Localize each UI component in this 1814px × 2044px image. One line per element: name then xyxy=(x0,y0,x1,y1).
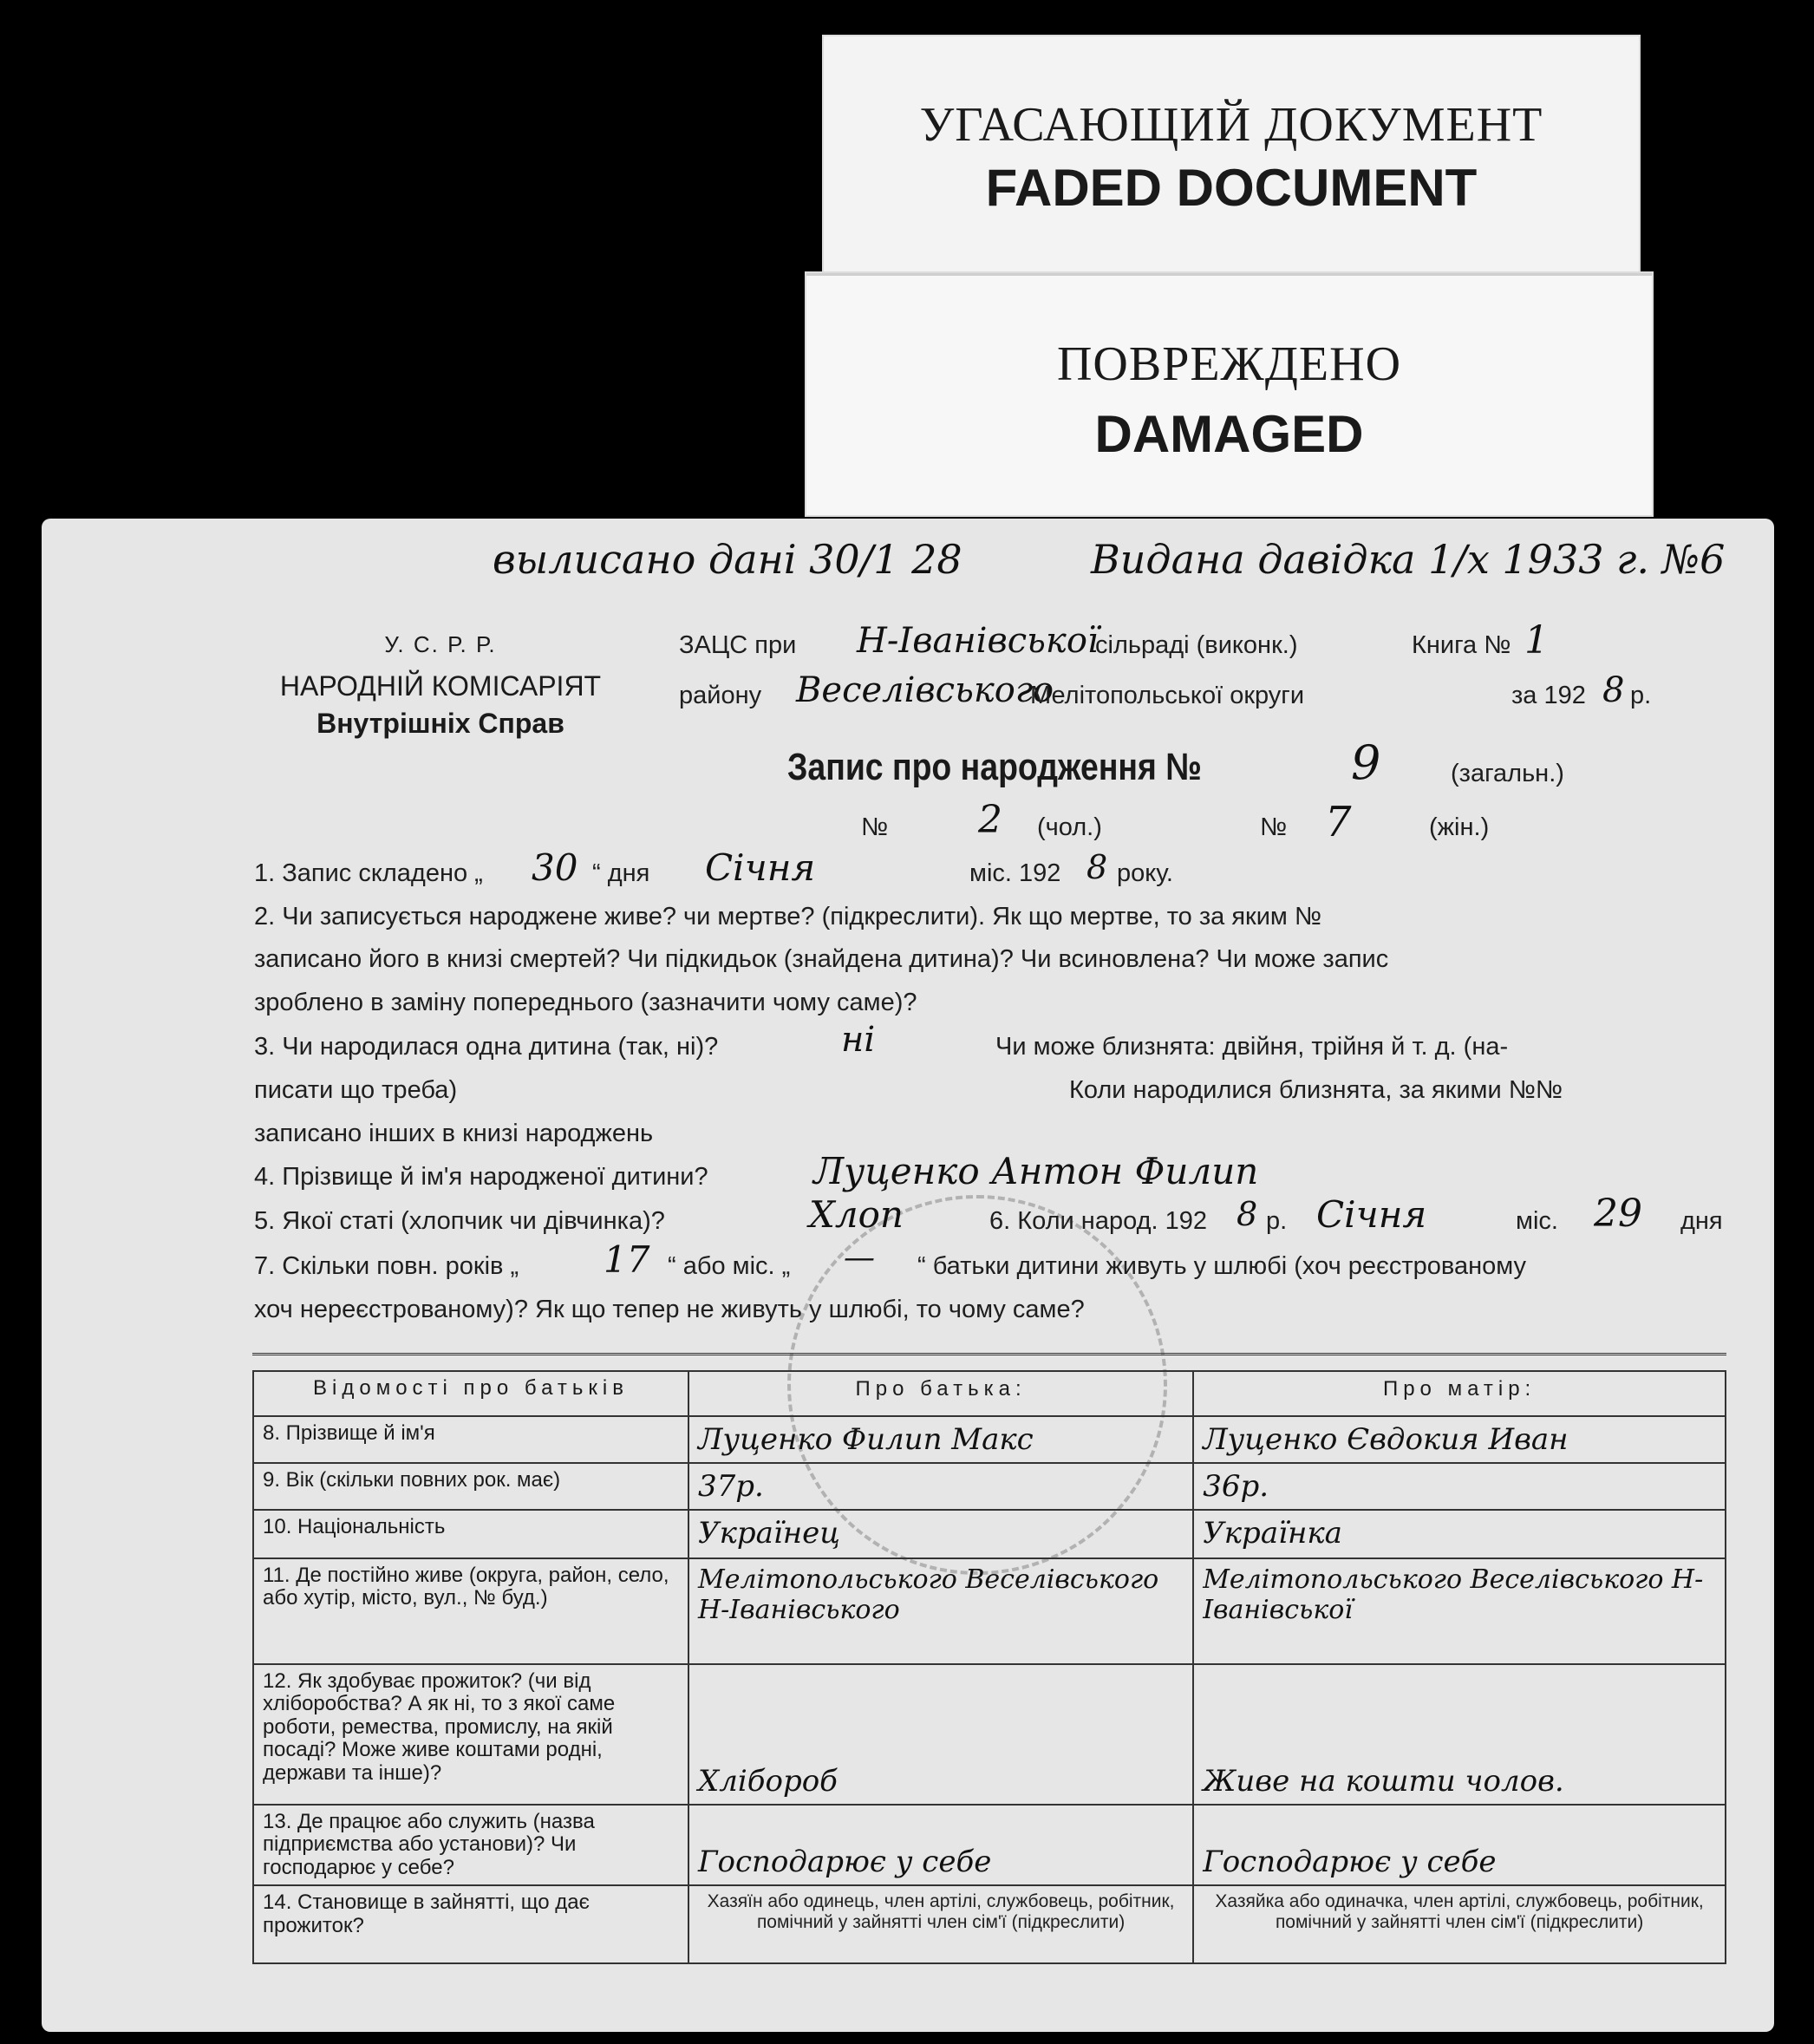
book-label: Книга № xyxy=(1412,631,1511,659)
father-cell: Господарює у себе xyxy=(688,1805,1193,1885)
father-cell: Луценко Филип Макс xyxy=(688,1416,1193,1463)
female-number: 7 xyxy=(1325,798,1352,846)
table-row xyxy=(253,1664,1726,1805)
faded-label-en: FADED DOCUMENT xyxy=(985,159,1478,217)
q3-line1b: Чи може близнята: двійня, трійня й т. д. (на- xyxy=(995,1033,1509,1061)
table-header-father: Про батька: xyxy=(688,1371,1193,1416)
district-prefix: району xyxy=(679,682,762,709)
table-row xyxy=(253,1416,1726,1463)
q6-year: 8 xyxy=(1237,1195,1258,1233)
table-row xyxy=(253,1558,1726,1664)
male-no-label: № xyxy=(861,813,889,841)
q6-day: 29 xyxy=(1594,1192,1642,1236)
table-header-info: Відомості про батьків xyxy=(253,1371,688,1416)
table-row xyxy=(253,1805,1726,1885)
district-suffix: Мелітопольської округи xyxy=(1030,682,1305,709)
q3-line1a: 3. Чи народилася одна дитина (так, ні)? xyxy=(254,1033,719,1061)
q7-months: — xyxy=(844,1240,875,1276)
damaged-label-en: DAMAGED xyxy=(1094,405,1364,463)
table-row xyxy=(253,1510,1726,1558)
mother-cell: 36р. xyxy=(1193,1463,1726,1510)
zags-value: Н-Іванівської xyxy=(857,621,1099,661)
q1-year: 8 xyxy=(1086,848,1108,886)
department-label: Внутрішніх Справ xyxy=(316,708,564,739)
female-label: (жін.) xyxy=(1429,813,1490,841)
table-row xyxy=(253,1885,1726,1963)
general-label: (загальн.) xyxy=(1451,760,1564,787)
issuing-authority xyxy=(237,631,644,740)
q3-line3: записано інших в книзі народжень xyxy=(254,1120,654,1147)
q3-line2a: писати що треба) xyxy=(254,1076,458,1104)
q6-month-suffix: міс. xyxy=(1516,1207,1558,1235)
faded-document-label xyxy=(824,36,1639,297)
q5-sex: Хлоп xyxy=(809,1193,904,1236)
q7-label: 7. Скільки повн. років „ xyxy=(254,1252,519,1280)
row-question: 11. Де постійно живе (округа, район, село, або хутір, місто, вул., № буд.) xyxy=(253,1558,688,1664)
row-question: 8. Прізвище й ім'я xyxy=(253,1416,688,1463)
father-cell: 37р. xyxy=(688,1463,1193,1510)
q4-child-name: Луценко Антон Филип xyxy=(813,1150,1259,1192)
year-prefix: за 192 xyxy=(1511,682,1586,709)
zags-prefix: ЗАЦС при xyxy=(679,631,797,659)
ussr-label: У. С. Р. Р. xyxy=(384,631,497,657)
faded-label-ru: УГАСАЮЩИЙ ДОКУМЕНТ xyxy=(919,98,1543,152)
row-question: 10. Національність xyxy=(253,1510,688,1558)
mother-cell: Живе на кошти чолов. xyxy=(1193,1664,1726,1805)
birth-record-sheet xyxy=(42,519,1774,2032)
q2-line3: зроблено в заміну попереднього (зазначити чому саме)? xyxy=(254,989,917,1016)
damaged-label-ru: ПОВРЕЖДЕНО xyxy=(1056,337,1402,391)
table-header-mother: Про матір: xyxy=(1193,1371,1726,1416)
book-value: 1 xyxy=(1524,618,1549,663)
top-right-annotation: Видана давідка 1/х 1933 г. №6 xyxy=(1091,536,1726,583)
mother-cell: Мелітопольського Веселівського Н-Іванівської xyxy=(1193,1558,1726,1664)
q6-label: 6. Коли народ. 192 xyxy=(989,1207,1207,1235)
q1-month: Січня xyxy=(705,846,816,889)
mother-cell: Українка xyxy=(1193,1510,1726,1558)
q3-answer: ні xyxy=(841,1020,876,1060)
father-cell: Мелітопольського Веселівського Н-Іванівського xyxy=(688,1558,1193,1664)
top-left-annotation: вылисано дані 30/1 28 xyxy=(493,536,962,583)
q6-month: Січня xyxy=(1316,1193,1427,1236)
female-no-label: № xyxy=(1260,813,1288,841)
parents-table xyxy=(252,1370,1726,1964)
q1-label: 1. Запис складено „ xyxy=(254,859,483,887)
mother-occupation-note: Хазяйка або одиначка, член артілі, службовець, робітник, помічний у зайнятті член сім'ї (підкреслити) xyxy=(1193,1885,1726,1963)
father-cell: Хлібороб xyxy=(688,1664,1193,1805)
male-label: (чол.) xyxy=(1037,813,1102,841)
q7-line2: хоч нереєстрованому)? Як що тепер не живуть у шлюбі, то чому саме? xyxy=(254,1296,1085,1323)
father-cell: Українец xyxy=(688,1510,1193,1558)
father-occupation-note: Хазяїн або одинець, член артілі, службовець, робітник, помічний у зайнятті член сім'ї (підкреслити) xyxy=(688,1885,1193,1963)
q7-years: 17 xyxy=(604,1238,650,1281)
q1-day-suffix: “ дня xyxy=(592,859,650,887)
zags-suffix: сільраді (виконк.) xyxy=(1095,631,1298,659)
damaged-document-label xyxy=(806,273,1652,515)
q1-year-suffix: року. xyxy=(1117,859,1173,887)
male-number: 2 xyxy=(978,798,1002,842)
table-header-row xyxy=(253,1371,1726,1416)
q7-months-label: “ або міс. „ xyxy=(668,1252,791,1280)
q3-line2b: Коли народилися близнята, за якими №№ xyxy=(1069,1076,1563,1104)
row-question: 9. Вік (скільки повних рок. має) xyxy=(253,1463,688,1510)
q2-line1: 2. Чи записується народжене живе? чи мертве? (підкреслити). Як що мертве, то за яким № xyxy=(254,903,1322,931)
record-number: 9 xyxy=(1351,735,1381,790)
year-value: 8 xyxy=(1602,670,1625,710)
q5-label: 5. Якої статі (хлопчик чи дівчинка)? xyxy=(254,1207,665,1235)
district-value: Веселівського xyxy=(796,670,1054,710)
row-question: 14. Становище в зайнятті, що дає прожиток? xyxy=(253,1885,688,1963)
q2-line2: записано його в книзі смертей? Чи підкидьок (знайдена дитина)? Чи всиновлена? Чи може запис xyxy=(254,945,1389,973)
table-row xyxy=(253,1463,1726,1510)
q7-line1-rest: “ батьки дитини живуть у шлюбі (хоч реєстрованому xyxy=(917,1252,1526,1280)
q1-day: 30 xyxy=(532,846,578,889)
row-question: 12. Як здобуває прожиток? (чи від хліборобства? А як ні, то з якої саме роботи, ремества, промислу, на якій посаді? Може живе коштами родні, держави та інше)? xyxy=(253,1664,688,1805)
q6-year-suffix: р. xyxy=(1266,1207,1288,1235)
record-title: Запис про народження № xyxy=(787,746,1202,788)
year-suffix: р. xyxy=(1630,682,1652,709)
commissariat-label: НАРОДНІЙ КОМІСАРІЯТ xyxy=(279,670,602,702)
mother-cell: Господарює у себе xyxy=(1193,1805,1726,1885)
q1-month-suffix: міс. 192 xyxy=(969,859,1061,887)
mother-cell: Луценко Євдокия Иван xyxy=(1193,1416,1726,1463)
divider xyxy=(252,1353,1726,1355)
row-question: 13. Де працює або служить (назва підприємства або установи)? Чи господарює у себе? xyxy=(253,1805,688,1885)
q4-label: 4. Прізвище й ім'я народженої дитини? xyxy=(254,1163,708,1191)
q6-day-suffix: дня xyxy=(1680,1207,1723,1235)
